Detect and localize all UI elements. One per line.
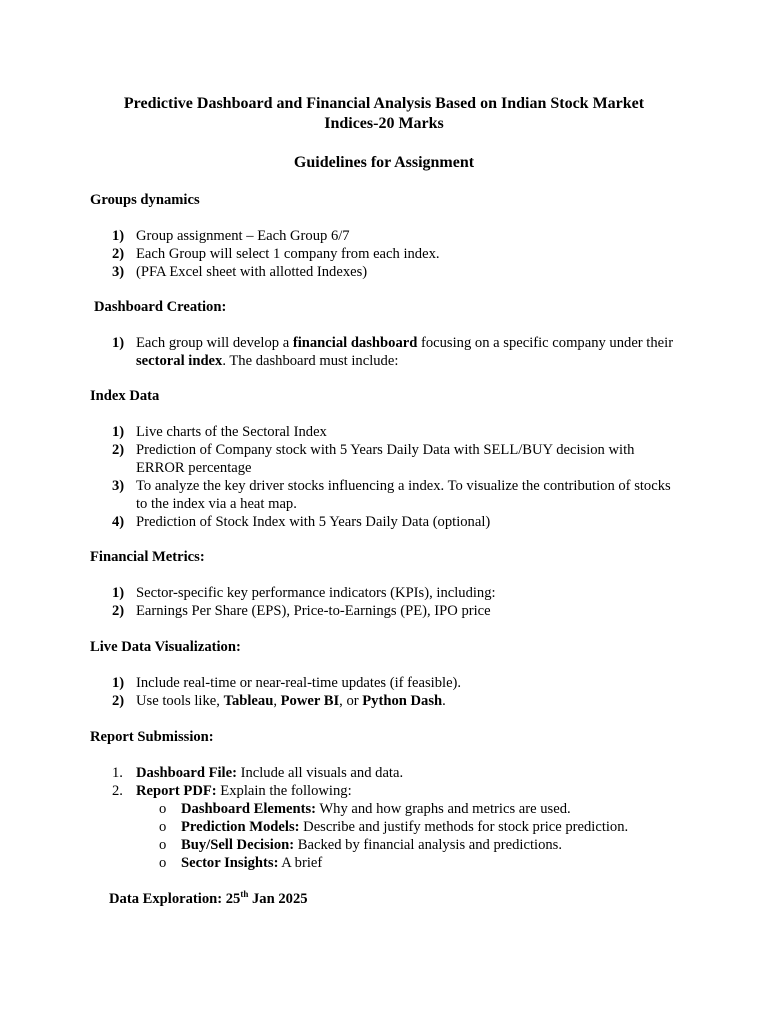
list-item: 3) (PFA Excel sheet with allotted Indexes) [112,264,368,280]
live-viz-list [90,674,680,710]
sublist-item: o Buy/Sell Decision: Backed by financial analysis and predictions. [159,837,562,853]
list-item: 1) Sector-specific key performance indicators (KPIs), including: [112,585,496,601]
list-item: 2) Use tools like, Tableau, Power BI, or Python Dash. [112,693,446,709]
list-item: 4) Prediction of Stock Index with 5 Years Daily Data (optional) [112,514,491,530]
index-data-heading: Index Data [90,388,160,404]
list-item: 1. Dashboard File: Include all visuals and data. [112,765,404,781]
sublist-item: o Sector Insights: A brief [159,855,323,871]
financial-metrics-list [90,584,680,620]
groups-heading: Groups dynamics [90,192,200,208]
live-viz-heading: Live Data Visualization: [90,639,241,655]
list-item: 2. Report PDF: Explain the following: o Dashboard Elements: Why and how graphs and metrics are used. o Prediction Models: Describe and justify methods for stock price prediction. o Buy/Sell Decision: Backed by financial analysis and predictions. o Sector Insights: A brief [90,782,680,872]
dashboard-heading: Dashboard Creation: [94,299,227,315]
list-item: 3) To analyze the key driver stocks influencing a index. To visualize the contribution of stocks to the index via a heat map. [112,478,671,512]
list-item: 2) Earnings Per Share (EPS), Price-to-Earnings (PE), IPO price [112,603,491,619]
report-list [90,764,680,872]
document-title [90,94,678,134]
index-data-list [90,423,680,531]
sublist-item: o Dashboard Elements: Why and how graphs and metrics are used. [159,801,571,817]
list-item: 2) Each Group will select 1 company from each index. [112,246,440,262]
list-item: 2) Prediction of Company stock with 5 Years Daily Data with SELL/BUY decision with ERROR percentage [112,442,635,476]
sublist-item: o Prediction Models: Describe and justify methods for stock price prediction. [159,819,629,835]
report-sublist [136,800,680,872]
groups-list [90,227,680,281]
title-line-2: Indices-20 Marks [324,115,444,132]
list-item: 1) Each group will develop a financial dashboard focusing on a specific company under their sectoral index. The dashboard must include: [112,335,674,369]
list-item: 1) Include real-time or near-real-time updates (if feasible). [112,675,462,691]
financial-metrics-heading: Financial Metrics: [90,549,205,565]
document-subtitle: Guidelines for Assignment [293,154,475,171]
report-heading: Report Submission: [90,729,214,745]
dashboard-list [90,334,680,370]
title-line-1: Predictive Dashboard and Financial Analysis Based on Indian Stock Market [123,95,645,112]
list-item: 1) Group assignment – Each Group 6/7 [112,228,350,244]
list-item: 1) Live charts of the Sectoral Index [112,424,327,440]
data-exploration-date: Data Exploration: 25th Jan 2025 [109,889,308,907]
